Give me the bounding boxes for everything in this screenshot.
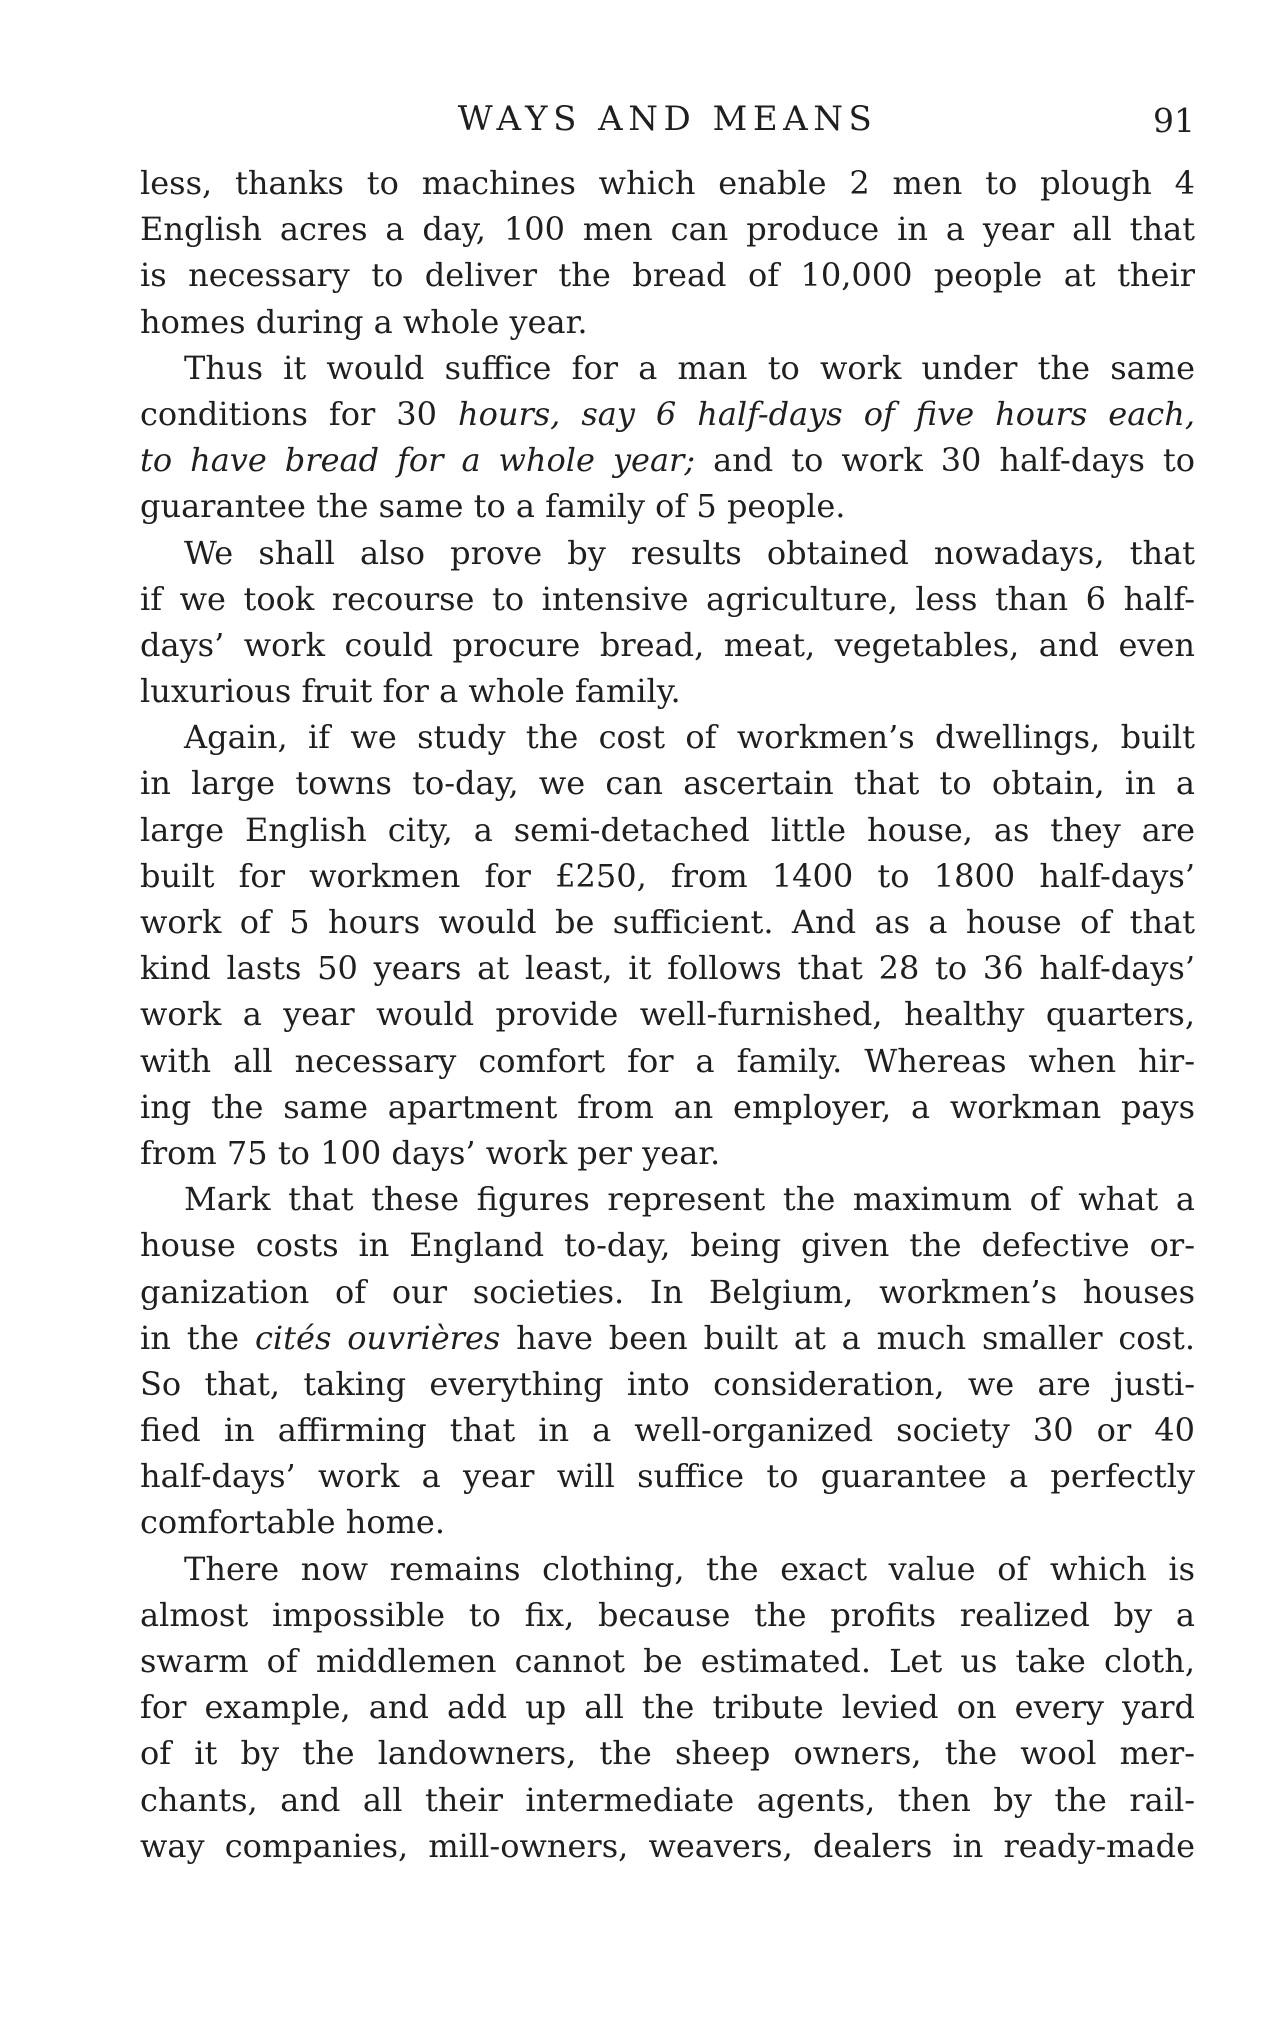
text-line: So that, taking everything into consideration, we are justi-	[140, 1364, 1195, 1403]
text-line: house costs in England to-day, being given the defective or-	[140, 1226, 1195, 1265]
text-line: to have bread for a whole year; and to work 30 half-days to	[140, 441, 1195, 480]
italic-phrase: cités ouvrières	[254, 1318, 501, 1357]
text-line: ganization of our societies. In Belgium, workmen’s houses	[140, 1272, 1195, 1311]
text-line: in large towns to-day, we can ascertain that to obtain, in a	[140, 764, 1195, 803]
text-line: in the cités ouvrières have been built at a much smaller cost.	[140, 1318, 1195, 1357]
text-line: ing the same apartment from an employer, a workman pays	[140, 1087, 1195, 1126]
text-line: almost impossible to fix, because the profits realized by a	[140, 1595, 1195, 1634]
running-head	[140, 96, 1195, 146]
text-line: guarantee the same to a family of 5 people.	[140, 487, 846, 526]
text-line: way companies, mill-owners, weavers, dealers in ready-made	[140, 1826, 1195, 1865]
text-line: work of 5 hours would be sufficient. And as a house of that	[140, 903, 1195, 941]
text-line: built for workmen for £250, from 1400 to 1800 half-days’	[140, 856, 1195, 895]
text-line: of it by the landowners, the sheep owners, the wool mer-	[140, 1734, 1195, 1773]
text-line: from 75 to 100 days’ work per year.	[140, 1133, 721, 1172]
italic-phrase: to have bread for a whole year;	[140, 441, 696, 480]
text-line: swarm of middlemen cannot be estimated. Let us take cloth,	[140, 1642, 1195, 1680]
text-line: with all necessary comfort for a family. Whereas when hir-	[140, 1041, 1195, 1080]
text-line: homes during a whole year.	[140, 302, 588, 341]
text-line: luxurious fruit for a whole family.	[140, 672, 681, 711]
text-line: There now remains clothing, the exact value of which is	[184, 1549, 1195, 1588]
page-number: 91	[1153, 101, 1195, 140]
text-line: half-days’ work a year will suffice to guarantee a perfectly	[140, 1457, 1195, 1496]
text-line: less, thanks to machines which enable 2 men to plough 4	[140, 164, 1195, 202]
text-line: chants, and all their intermediate agents, then by the rail-	[140, 1780, 1195, 1819]
text-line: Thus it would suffice for a man to work under the same	[184, 348, 1195, 387]
text-line: kind lasts 50 years at least, it follows that 28 to 36 half-days’	[140, 949, 1195, 988]
text-line: conditions for 30 hours, say 6 half-days of five hours each,	[140, 394, 1195, 433]
text-line: large English city, a semi-detached little house, as they are	[140, 810, 1195, 849]
text-line: English acres a day, 100 men can produce in a year all that	[140, 210, 1195, 249]
running-title: WAYS AND MEANS	[457, 99, 878, 139]
text-line: days’ work could procure bread, meat, vegetables, and even	[140, 625, 1195, 664]
text-line: for example, and add up all the tribute levied on every yard	[140, 1688, 1195, 1727]
text-line: fied in affirming that in a well-organized society 30 or 40	[140, 1411, 1195, 1450]
italic-phrase: hours, say 6 half-days of five hours each,	[457, 394, 1195, 433]
text-line: Again, if we study the cost of workmen’s dwellings, built	[184, 718, 1195, 757]
text-line: We shall also prove by results obtained nowadays, that	[184, 533, 1195, 572]
text-line: comfortable home.	[140, 1503, 446, 1542]
body-text	[140, 160, 1195, 1869]
text-line: is necessary to deliver the bread of 10,000 people at their	[140, 256, 1195, 295]
text-line: work a year would provide well-furnished, healthy quarters,	[140, 995, 1195, 1034]
text-line: if we took recourse to intensive agriculture, less than 6 half-	[140, 579, 1195, 618]
text-line: Mark that these figures represent the maximum of what a	[184, 1180, 1195, 1219]
